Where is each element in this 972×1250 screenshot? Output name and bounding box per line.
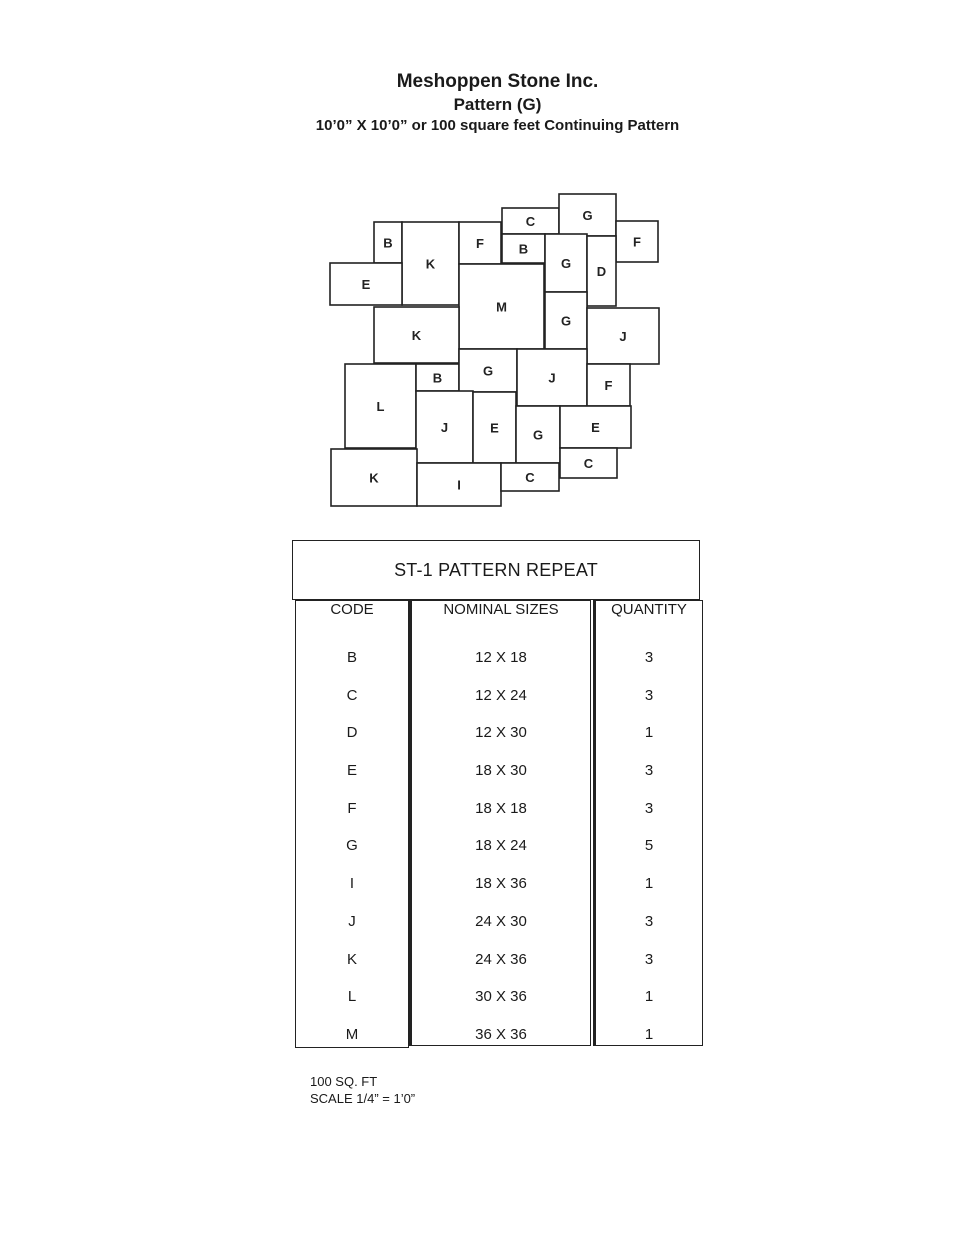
code-column-header: CODE xyxy=(330,601,374,618)
stone-label: K xyxy=(411,328,422,343)
table-cell-code: F xyxy=(347,799,357,817)
stone-j xyxy=(587,308,659,364)
stone-b xyxy=(502,234,545,263)
table-cell-size: 18 X 24 xyxy=(475,837,527,855)
table-cell-code: E xyxy=(346,762,357,780)
stone-b xyxy=(416,364,459,391)
table-title: ST-1 PATTERN REPEAT xyxy=(292,540,700,600)
stone-i xyxy=(417,463,501,506)
table-cell-code: C xyxy=(346,686,358,704)
table-cell-qty: 3 xyxy=(644,912,654,930)
table-cell-code: D xyxy=(346,724,358,742)
sizes-column xyxy=(409,600,591,1046)
table-cell-code: M xyxy=(345,1025,359,1043)
stone-g xyxy=(516,406,560,463)
stone-label: G xyxy=(560,313,572,329)
area-note: 100 SQ. FT xyxy=(310,1074,378,1089)
stone-label: J xyxy=(440,420,449,435)
stone-label: E xyxy=(591,420,600,435)
table-cell-size: 18 X 30 xyxy=(475,762,527,780)
table-cell-size: 12 X 24 xyxy=(475,686,527,704)
stone-d xyxy=(587,236,616,306)
stone-label: F xyxy=(604,378,613,393)
stone-m xyxy=(459,264,544,349)
stone-c xyxy=(501,463,559,491)
scale-note: SCALE 1/4” = 1’0” xyxy=(310,1091,416,1106)
stone-label: G xyxy=(582,208,593,223)
stone-label: K xyxy=(369,470,379,486)
sizes-column-header: NOMINAL SIZES xyxy=(443,601,559,618)
stone-e xyxy=(330,263,402,305)
stone-label: L xyxy=(376,399,385,414)
stone-label: C xyxy=(525,214,536,229)
table-cell-code: K xyxy=(346,950,357,968)
stone-j xyxy=(517,349,587,406)
stone-label: G xyxy=(560,256,572,271)
stone-e xyxy=(473,392,516,463)
table-cell-code: J xyxy=(348,912,356,930)
table-cell-size: 36 X 36 xyxy=(475,1025,527,1043)
table-cell-code: I xyxy=(349,875,355,893)
pattern-repeat-table xyxy=(292,540,704,1048)
stone-g xyxy=(545,292,587,349)
table-cell-qty: 3 xyxy=(644,762,654,780)
stone-label: E xyxy=(361,277,371,292)
table-cell-code: L xyxy=(347,988,357,1006)
stone-label: J xyxy=(619,329,627,344)
stone-f xyxy=(587,364,630,406)
table-cell-size: 18 X 36 xyxy=(475,875,527,893)
stone-k xyxy=(402,222,459,305)
table-cell-qty: 3 xyxy=(644,950,654,968)
code-column xyxy=(295,600,409,1048)
stone-label: F xyxy=(633,234,641,250)
pattern-description: 10’0” X 10’0” or 100 square feet Continuing Pattern xyxy=(315,117,680,134)
table-cell-size: 30 X 36 xyxy=(475,988,527,1006)
stone-c xyxy=(502,208,559,234)
stone-label: J xyxy=(548,370,556,386)
stone-j xyxy=(416,391,473,463)
stone-g xyxy=(545,234,587,292)
table-cell-qty: 3 xyxy=(644,649,654,666)
stone-label: C xyxy=(583,456,594,471)
stone-label: K xyxy=(425,256,436,272)
table-cell-size: 24 X 36 xyxy=(475,950,527,968)
company-name: Meshoppen Stone Inc. xyxy=(396,71,599,92)
table-cell-qty: 3 xyxy=(644,686,654,704)
table-cell-code: G xyxy=(346,837,358,855)
stone-k xyxy=(331,449,417,506)
table-cell-code: B xyxy=(346,649,357,666)
stone-g xyxy=(559,194,616,236)
stone-g xyxy=(459,349,517,392)
stone-label: I xyxy=(457,477,461,493)
notes xyxy=(310,1073,415,1107)
table-cell-qty: 1 xyxy=(644,724,654,742)
stone-e xyxy=(560,406,631,448)
stone-label: D xyxy=(596,264,607,279)
stone-f xyxy=(459,222,501,264)
stone-label: B xyxy=(383,235,393,251)
quantity-column-header: QUANTITY xyxy=(611,601,687,618)
table-cell-qty: 1 xyxy=(644,875,654,893)
stone-b xyxy=(374,222,402,263)
table-cell-size: 24 X 30 xyxy=(475,912,527,930)
table-cell-size: 18 X 18 xyxy=(475,799,527,817)
table-cell-qty: 1 xyxy=(644,988,654,1006)
table-cell-size: 12 X 30 xyxy=(475,724,527,742)
stone-label: F xyxy=(476,236,484,251)
table-cell-qty: 5 xyxy=(644,837,654,855)
stone-l xyxy=(345,364,416,448)
stone-label: G xyxy=(532,427,544,443)
stone-f xyxy=(616,221,658,262)
pattern-name: Pattern (G) xyxy=(453,95,542,114)
stone-label: E xyxy=(490,420,499,436)
stone-label: C xyxy=(525,470,535,485)
stone-label: M xyxy=(496,299,507,315)
stone-label: B xyxy=(432,370,443,386)
table-cell-qty: 1 xyxy=(644,1025,654,1043)
stone-c xyxy=(560,448,617,478)
stone-label: B xyxy=(518,241,529,257)
quantity-column xyxy=(593,600,703,1046)
stone-label: G xyxy=(482,363,494,379)
stone-k xyxy=(374,307,459,363)
stone-pattern-diagram xyxy=(0,0,972,520)
table-cell-size: 12 X 18 xyxy=(475,649,527,666)
table-cell-qty: 3 xyxy=(644,799,654,817)
